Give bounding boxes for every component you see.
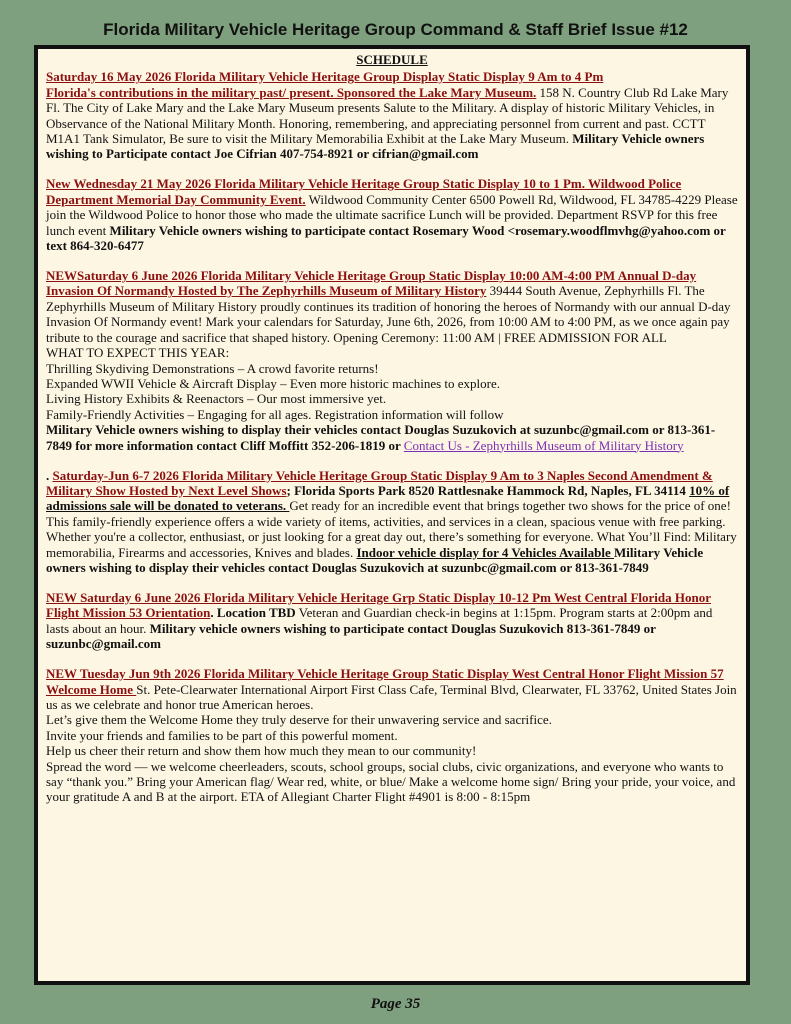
- event-body: 39444 South Avenue, Zephyrhills Fl. The Zephyrhills Museum of Military History proudly continues its tradition of honoring the heroes of Normandy with our annual D-day Invasion Of Normandy event! Mark your calendars for Saturday, June 6th, 2026, from 10:00 AM to 4:00 PM, as we once again pay tribute to the courage and sacrifice that shaped history. Opening Ceremony: 11:00 AM | FREE ADMISSION FOR ALL: [46, 283, 731, 345]
- event-body: Veteran and Guardian check-in begins at 1:15pm. Program starts at 2:00pm and lasts about an hour.: [46, 605, 713, 636]
- indoor-display-note: Indoor vehicle display for 4 Vehicles Available: [356, 544, 614, 560]
- museum-contact-link[interactable]: Contact Us - Zephyrhills Museum of Military History: [403, 437, 684, 453]
- expect-heading: WHAT TO EXPECT THIS YEAR:: [46, 345, 230, 361]
- event-contact: Military Vehicle owners wishing to participate contact Rosemary Wood <rosemary.woodflmvhg@yahoo.com or text 864-320-6477: [46, 222, 726, 254]
- event-headline: NEWSaturday 6 June 2026 Florida Military Vehicle Heritage Group Static Display 10:00 AM-4:00 PM Annual D-day Invasion Of Normandy Hosted by The Zephyrhills Museum of Military History: [46, 268, 697, 299]
- event-contact: Military Vehicle owners wishing to Participate contact Joe Cifrian 407-754-8921 or cifrian@gmail.com: [46, 131, 705, 162]
- event-headline: Saturday 16 May 2026 Florida Military Vehicle Heritage Group Display Static Display 9 Am to 4 Pm: [46, 69, 604, 85]
- newsletter-title: Florida Military Vehicle Heritage Group Command & Staff Brief Issue #12: [103, 20, 688, 39]
- event-subheadline: Florida's contributions in the military past/ present. Sponsored the Lake Mary Museum.: [46, 84, 537, 100]
- list-item: Thrilling Skydiving Demonstrations – A crowd favorite returns!: [46, 360, 379, 376]
- event-prefix: .: [46, 467, 53, 483]
- event-contact: Military Vehicle owners wishing to display their vehicles contact Douglas Suzukovich at suzunbc@gmail.com or 813-361-7849: [46, 544, 704, 575]
- list-item: Expanded WWII Vehicle & Aircraft Display – Even more historic machines to explore.: [46, 375, 501, 391]
- schedule-panel: [34, 45, 750, 985]
- event-honor-flight-welcome: [46, 666, 738, 805]
- schedule-heading: SCHEDULE: [356, 52, 428, 67]
- event-headline: Saturday-Jun 6-7 2026 Florida Military Vehicle Heritage Group Static Display 9 Am to 3 Naples Second Amendment & Military Show Hosted by Next Level Shows: [46, 467, 713, 498]
- donation-note: 10% of admissions sale will be donated to veterans.: [46, 482, 730, 514]
- event-line: Invite your friends and families to be part of this powerful moment.: [46, 727, 398, 743]
- event-location: . Location TBD: [210, 605, 296, 621]
- event-line: Let’s give them the Welcome Home they truly deserve for their unwavering service and sacrifice.: [46, 712, 552, 728]
- event-body: 158 N. Country Club Rd Lake Mary Fl. The City of Lake Mary and the Lake Mary Museum presents Salute to the Military. A display of historic Military Vehicles, in Observance of the National Military Month. Honoring, remembering, and appreciating personnel from current and past. CCTT M1A1 Tank Simulator, Be sure to visit the Military Memorabilia Exhibit at the Lake Mary Museum.: [46, 84, 729, 147]
- event-wildwood: [46, 176, 738, 253]
- event-headline: NEW Saturday 6 June 2026 Florida Military Vehicle Heritage Grp Static Display 10-12 Pm West Central Florida Honor Flight Mission 53 Orientation: [46, 589, 712, 621]
- event-body: Get ready for an incredible event that brings together two shows for the price of one! This family-friendly experience offers a wide variety of items, activities, and services in a clean, spacious venue with free parking. Whether you're a collector, enthusiast, or just looking for a great day out, there’s something for everyone. What You’ll Find: Military memorabilia, Firearms and accessories, Knives and blades.: [46, 498, 737, 560]
- page-number: Page 35: [370, 996, 421, 1012]
- event-body: Wildwood Community Center 6500 Powell Rd, Wildwood, FL 34785-4229 Please join the Wildwood Police to honor those who made the ultimate sacrifice Lunch will be provided. Department RSVP for this free lunch event: [46, 191, 738, 238]
- event-naples: [46, 468, 738, 576]
- event-zephyrhills: [46, 268, 738, 453]
- event-body: St. Pete-Clearwater International Airport First Class Cafe, Terminal Blvd, Clearwater, FL 33762, United States Join us as we celebrate and honor true American heroes.: [46, 681, 737, 712]
- event-contact: Military vehicle owners wishing to participate contact Douglas Suzukovich 813-361-7849 or suzunbc@gmail.com: [46, 620, 656, 652]
- event-lake-mary: [46, 69, 738, 161]
- event-headline: NEW Tuesday Jun 9th 2026 Florida Military Vehicle Heritage Group Static Display West Central Honor Flight Mission 57 Welcome Home: [46, 666, 724, 697]
- list-item: Family-Friendly Activities – Engaging for all ages. Registration information will follow: [46, 406, 504, 422]
- event-line: Spread the word — we welcome cheerleaders, scouts, school groups, social clubs, civic organizations, and everyone who wants to say “thank you.” Bring your American flag/ Wear red, white, or blue/ Make a welcome home sign/ Bring your pride, your voice, and your gratitude A and B at the airport. ETA of Allegiant Charter Flight #4901 is 8:00 - 8:15pm: [46, 758, 736, 805]
- event-contact: Military Vehicle owners wishing to display their vehicles contact Douglas Suzukovich at suzunbc@gmail.com or 813-361-7849 for more information contact Cliff Moffitt 352-206-1819 or: [46, 422, 716, 453]
- event-line: Help us cheer their return and show them how much they mean to our community!: [46, 743, 477, 759]
- event-headline: New Wednesday 21 May 2026 Florida Military Vehicle Heritage Group Static Display 10 to 1 Pm. Wildwood Police Department Memorial Day Community Event.: [46, 176, 682, 207]
- list-item: Living History Exhibits & Reenactors – Our most immersive yet.: [46, 391, 387, 407]
- event-location: ; Florida Sports Park 8520 Rattlesnake Hammock Rd, Naples, FL 34114: [286, 482, 690, 498]
- event-honor-flight-orientation: [46, 590, 738, 652]
